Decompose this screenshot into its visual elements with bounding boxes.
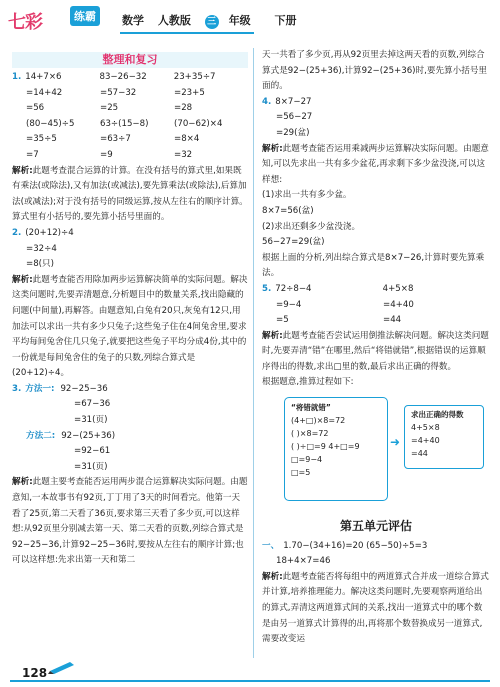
q1-cell: =9 <box>100 149 113 160</box>
q1-row-1 <box>12 86 248 102</box>
correct-result-line: =4+40 <box>411 436 440 446</box>
analysis-label: 解析: <box>262 143 283 154</box>
reasoning-diagram <box>262 395 490 513</box>
wrong-process-box <box>284 397 388 501</box>
q1-cell: =8×4 <box>174 134 200 145</box>
arrow-right-icon: ➜ <box>390 435 401 450</box>
left-column <box>12 48 248 569</box>
q5-tip: 根据题意,推算过程如下: <box>262 377 354 388</box>
subject-label: 数学 <box>122 14 144 27</box>
q4-step-text: 56−27=29(盆) <box>262 237 325 248</box>
q5-row-2 <box>262 313 490 329</box>
q1-cell: =56 <box>26 103 45 114</box>
unit-q1-expression-2: 18+4×7=46 <box>276 556 331 567</box>
q3-analysis-continued: 天一共看了多少页,再从92页里去掉这两天看的页数,列综合算式是92−(25+36),计算92−(25+36)时,要先算小括号里面的。 <box>262 50 488 92</box>
correct-result-box <box>404 405 484 469</box>
q1-cell: 23+35÷7 <box>173 72 216 82</box>
unit-q1-expression: 1.70−(34+16)=20 (65−50)÷5=3 <box>283 540 428 551</box>
q5-cell: =44 <box>383 315 402 326</box>
q3-method-2 <box>12 429 248 445</box>
q5-analysis <box>262 329 490 376</box>
analysis-text: 此题考查混合运算的计算。在没有括号的算式里,如果既有乘法(或除法),又有加法(或减法),要先算乘法(或除法),后算加法(或减法);对于没有括号的同级运算,按从左往右的顺序计算。算式里有小括号的,要先算小括号里面的。 <box>12 165 248 223</box>
q1-number: 1. <box>12 72 22 82</box>
q4-step: =56−27 <box>276 112 313 123</box>
q3-analysis <box>12 475 248 569</box>
unit-q1-number: 一、 <box>262 540 280 551</box>
wrong-process-title: “将错就错” <box>291 403 331 413</box>
analysis-label: 解析: <box>262 330 283 341</box>
q2-analysis <box>12 273 248 382</box>
q1-cell: =63÷7 <box>100 134 131 145</box>
q4-line <box>262 95 490 111</box>
page-header <box>0 0 500 44</box>
wrong-process-line: □=5 <box>291 468 311 478</box>
q5-cell: =5 <box>276 315 289 326</box>
q1-row-3 <box>12 117 248 133</box>
logo-badge: 练霸 <box>70 6 100 26</box>
analysis-text: 此题主要考查能否运用两步混合运算解决实际问题。由题意知,一本故事书有92页,丁丁用了3天的时间看完。他第一天看了25页,第二天看了36页,要求第三天看了多少页,可以这样想:从92页里分别减去第一天、第二天看的页数,列综合算式是92−25−36,计算92−25−36时,要按从左往右的顺序计算;也可以这样想:先求出第一天和第二 <box>12 477 248 566</box>
method-1-label: 方法一: <box>25 383 55 394</box>
q1-cell: =28 <box>174 103 193 114</box>
q2-line <box>12 226 248 242</box>
term-label: 下册 <box>274 14 297 27</box>
q1-cell: 14+7×6 <box>25 72 62 82</box>
unit-title: 第五单元评估 <box>339 519 412 534</box>
q2-number: 2. <box>12 227 22 238</box>
q1-cell: =35÷5 <box>26 134 57 145</box>
q4-step-text: 8×7=56(盆) <box>262 205 314 216</box>
q2-expression: (20+12)÷4 <box>25 227 74 238</box>
correct-result-line: 4+5×8 <box>411 423 440 433</box>
q4-step-text: 根据上面的分析,列出综合算式是8×7−26,计算时要先算乘法。 <box>262 252 485 279</box>
q5-cell: 72÷8−4 <box>275 283 312 294</box>
q2-step: =8(只) <box>26 259 54 270</box>
analysis-label: 解析: <box>12 165 33 176</box>
q5-cell: =9−4 <box>276 299 302 310</box>
q3-step: =31(页) <box>74 415 108 426</box>
q5-cell: 4+5×8 <box>382 283 414 294</box>
q1-row-2 <box>12 101 248 117</box>
analysis-text: 此题考查能否运用乘减两步运算解决实际问题。由题意知,可以先求出一共有多少盆花,再求剩下多少盆没浇,可以这样想: <box>262 143 489 185</box>
q1-cell: 63÷(15−8) <box>100 118 149 129</box>
q3-expression: 92−25−36 <box>60 383 108 394</box>
q1-cell: (80−45)÷5 <box>26 118 75 129</box>
column-divider <box>253 48 254 658</box>
q1-row-5 <box>12 148 248 164</box>
q4-expression: 8×7−27 <box>275 96 312 107</box>
q4-analysis <box>262 142 490 189</box>
q3-step: =92−61 <box>74 446 111 457</box>
q1-cell: =23+5 <box>174 87 205 98</box>
q1-row-4 <box>12 132 248 148</box>
wrong-process-line: ( )÷□=9 4+□=9 <box>291 442 360 452</box>
q4-step-text: (1)求出一共有多少盆。 <box>262 190 352 201</box>
brand-logo <box>8 6 116 38</box>
unit-analysis <box>262 570 490 648</box>
q4-number: 4. <box>262 96 272 107</box>
correct-result-title: 求出正确的得数 <box>411 410 464 420</box>
q1-row-0 <box>12 70 248 86</box>
q2-step: =32÷4 <box>26 243 57 254</box>
q1-cell: =14+42 <box>26 87 63 98</box>
q5-cell: =4+40 <box>383 299 414 310</box>
q1-cell: =7 <box>26 149 39 160</box>
q1-analysis <box>12 164 248 226</box>
q5-row-1 <box>262 298 490 314</box>
q1-cell: =57−32 <box>100 87 137 98</box>
analysis-label: 解析: <box>12 274 33 285</box>
header-rule <box>120 32 254 34</box>
q5-row-0 <box>262 282 490 298</box>
q1-cell: (70−62)×4 <box>174 118 223 129</box>
wrong-process-line: (4+□)×8=72 <box>291 416 346 426</box>
q3-number: 3. <box>12 383 22 394</box>
q4-step-text: (2)求出还剩多少盆没浇。 <box>262 221 361 232</box>
correct-result-line: =44 <box>411 449 428 459</box>
q3-step: =67−36 <box>74 399 111 410</box>
book-meta <box>122 12 307 29</box>
method-2-label: 方法二: <box>26 430 56 441</box>
grade-label: 三 年级 <box>205 14 261 27</box>
page-number: 128 <box>22 666 48 680</box>
analysis-text: 此题考查能否尝试运用倒推法解决问题。解决这类问题时,先要弄清“错”在哪里,然后“将错就错”,根据错误的运算顺序得出的得数,求出□里的数,最后求出正确的得数。 <box>262 330 489 372</box>
unit-q1-line <box>262 539 490 555</box>
section-title: 整理和复习 <box>12 52 248 68</box>
analysis-text: 此题考查能否将每组中的两道算式合并成一道综合算式并计算,培养推理能力。解决这类问题时,先要观察两道给出的算式,弄清这两道算式间的关系,找出一道算式中的哪个数是由另一道算式计算得的出,再将那个数替换成另一道算式,需要改变运 <box>262 571 489 645</box>
wrong-process-line: ( )×8=72 <box>291 429 329 439</box>
q1-cell: =32 <box>174 149 193 160</box>
grade-number-badge: 三 <box>205 15 219 29</box>
edition-label: 人教版 <box>157 14 191 27</box>
wrong-process-line: □=9−4 <box>291 455 323 465</box>
q3-expression: 92−(25+36) <box>61 430 116 441</box>
q1-cell: =25 <box>100 103 119 114</box>
analysis-label: 解析: <box>262 571 283 582</box>
right-column <box>262 48 490 648</box>
q3-step: =31(页) <box>74 461 108 472</box>
analysis-label: 解析: <box>12 477 33 488</box>
q4-step: =29(盆) <box>276 127 310 138</box>
q5-number: 5. <box>262 283 272 294</box>
pencil-icon <box>48 660 78 674</box>
analysis-text: 此题考查能否用除加两步运算解决简单的实际问题。解决这类问题时,先要弄清题意,分析题目中的数量关系,找出隐藏的问题(中间量),再解答。由题意知,白兔有20只,灰兔有12只,用加法可以求出一共有多少只兔子;这些兔子住在4间兔舍里,要求平均每间兔舍住几只兔子,就要把这些兔子平均分成4份,其中的一份就是每间兔舍住的兔子的只数,列综合算式是(20+12)÷4。 <box>12 274 248 379</box>
logo-text: 七彩 <box>8 12 42 33</box>
q1-cell: 83−26−32 <box>99 72 147 82</box>
footer-rule <box>10 680 490 682</box>
q3-method-1 <box>12 382 248 398</box>
